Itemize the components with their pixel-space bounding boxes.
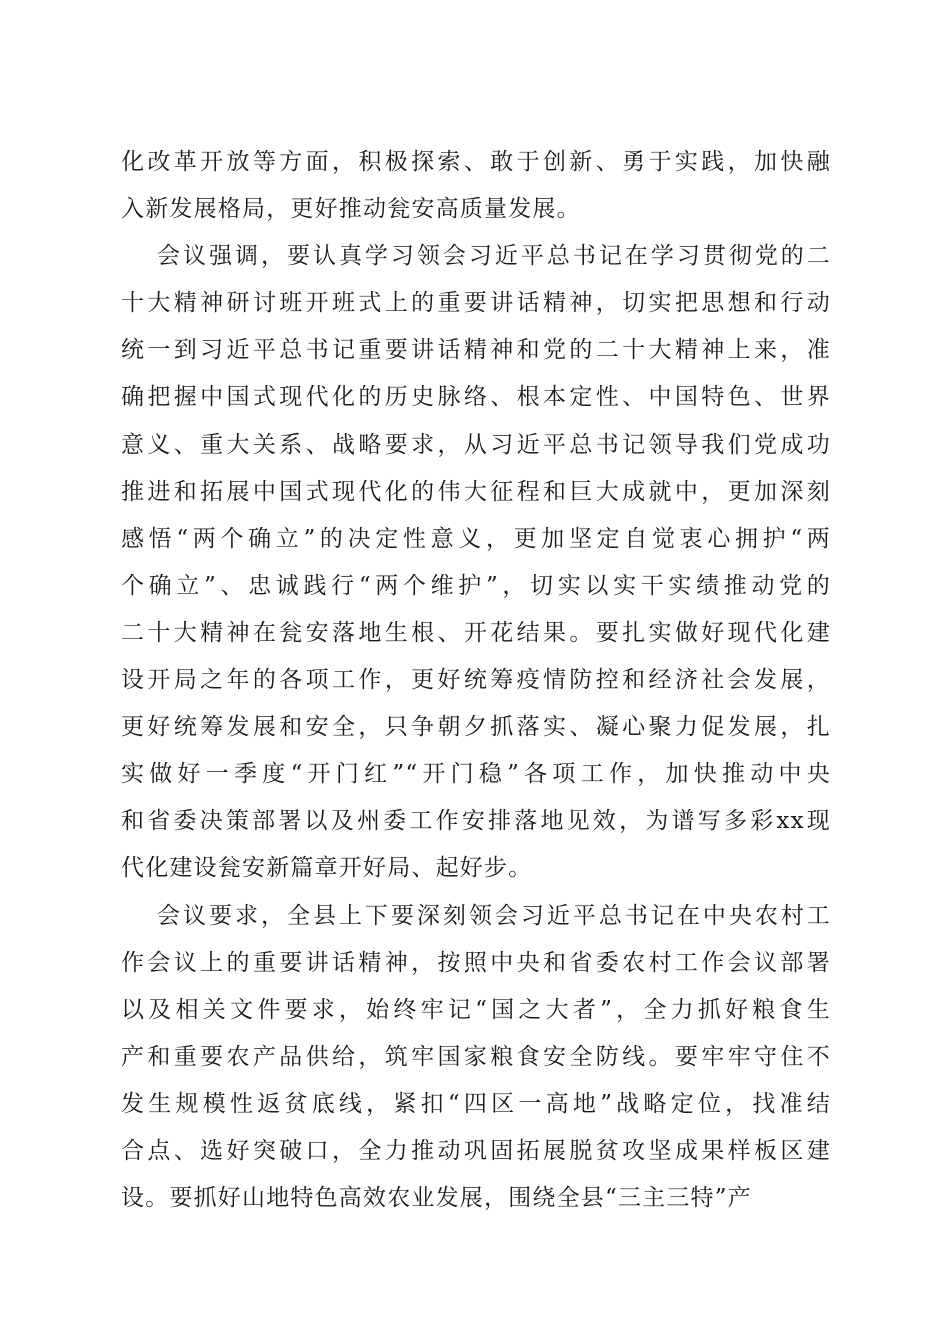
text-line: 推进和拓展中国式现代化的伟大征程和巨大成就中，更加深刻 [121,478,831,505]
paragraph [121,233,831,892]
text-line: 和省委决策部署以及州委工作安排落地见效，为谱写多彩xx现 [121,808,831,835]
text-line: 二十大精神在瓮安落地生根、开花结果。要扎实做好现代化建 [121,619,831,646]
text-line: 合点、选好突破口，全力推动巩固拓展脱贫攻坚成果样板区建 [121,1137,831,1164]
text-line: 以及相关文件要求，始终牢记“国之大者”，全力抓好粮食生 [121,996,831,1023]
text-line: 化改革开放等方面，积极探索、敢于创新、勇于实践，加快融 [121,149,831,175]
paragraph [121,139,831,233]
text-line: 代化建设瓮安新篇章开好局、起好步。 [121,855,533,882]
text-line: 统一到习近平总书记重要讲话精神和党的二十大精神上来，准 [121,337,831,364]
paragraph [121,893,831,1223]
text-line: 更好统筹发展和安全，只争朝夕抓落实、凝心聚力促发展，扎 [121,714,831,741]
text-line: 设开局之年的各项工作，更好统筹疫情防控和经济社会发展， [121,667,831,694]
text-line: 入新发展格局，更好推动瓮安高质量发展。 [121,196,581,223]
text-line: 意义、重大关系、战略要求，从习近平总书记领导我们党成功 [121,431,831,458]
text-line: 会议要求，全县上下要深刻领会习近平总书记在中央农村工 [157,902,831,929]
text-line: 十大精神研讨班开班式上的重要讲话精神，切实把思想和行动 [121,290,831,317]
text-line: 发生规模性返贫底线，紧扣“四区一高地”战略定位，找准结 [121,1090,831,1117]
body-text [121,139,831,1222]
text-line: 设。要抓好山地特色高效农业发展，围绕全县“三主三特”产 [121,1185,752,1212]
text-line: 作会议上的重要讲话精神，按照中央和省委农村工作会议部署 [121,949,831,976]
text-line: 会议强调，要认真学习领会习近平总书记在学习贯彻党的二 [157,243,831,270]
text-line: 感悟“两个确立”的决定性意义，更加坚定自觉衷心拥护“两 [121,525,831,552]
text-line: 确把握中国式现代化的历史脉络、根本定性、中国特色、世界 [121,384,831,411]
text-line: 个确立”、忠诚践行“两个维护”，切实以实干实绩推动党的 [121,572,831,599]
text-line: 产和重要农产品供给，筑牢国家粮食安全防线。要牢牢守住不 [121,1043,831,1070]
text-line: 实做好一季度“开门红”“开门稳”各项工作，加快推动中央 [121,761,831,788]
